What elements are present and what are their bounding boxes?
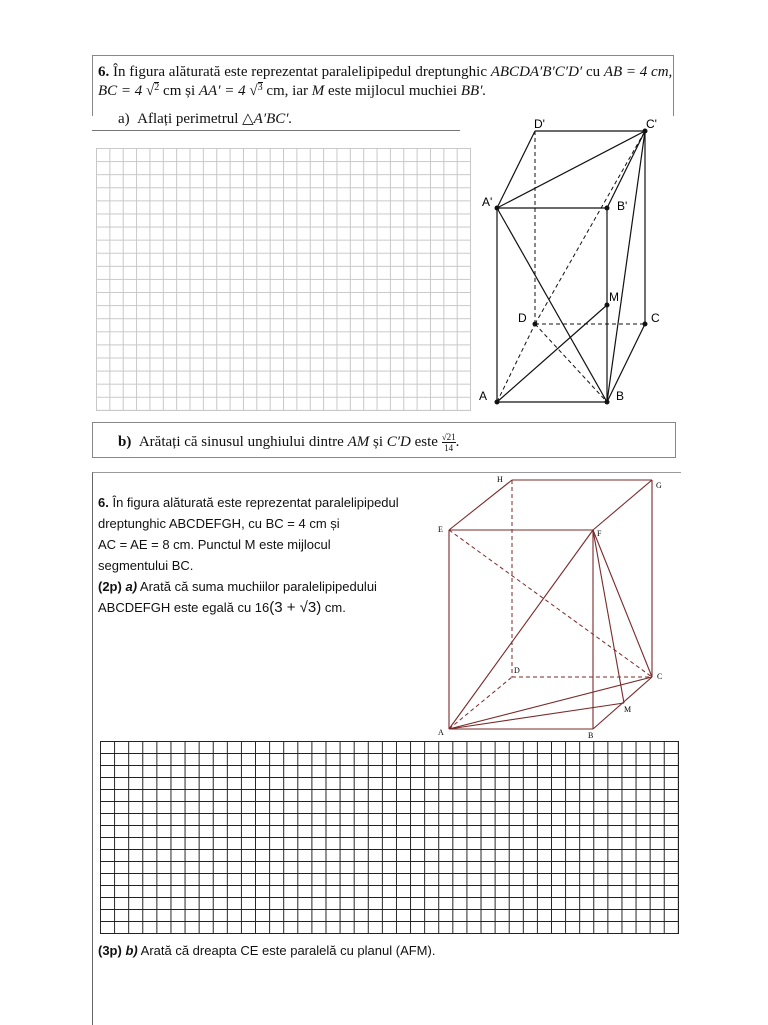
edge-eh	[449, 480, 512, 530]
edge-ad	[497, 324, 535, 402]
parallelepiped-figure-2	[430, 472, 680, 742]
problem1-line1	[98, 63, 672, 82]
part-b-si: și	[369, 433, 387, 450]
mijloc-text: este mijlocul muchiei	[324, 83, 461, 99]
problem1-part-b	[118, 432, 459, 453]
label-b: B	[616, 389, 625, 403]
problem1-with: cu	[582, 64, 604, 80]
part-b-text-2: Arată că dreapta CE este paralelă cu planul (AFM).	[137, 943, 436, 958]
problem2-line-2: dreptunghic ABCDEFGH, cu BC = 4 cm și	[98, 516, 340, 531]
label-d1: D'	[534, 117, 545, 131]
sum-expression: (3 + √3)	[269, 599, 322, 616]
label-f: F	[597, 529, 602, 538]
problem2-part-a-line2	[98, 597, 399, 618]
point-m: M	[311, 83, 325, 99]
parallelepiped-figure-1	[470, 110, 680, 420]
fraction-den: 14	[444, 443, 454, 453]
answer-grid-1[interactable]	[96, 148, 471, 411]
part-b-este: este	[410, 433, 442, 450]
sqrt3: 3	[257, 82, 263, 93]
part-a-label: a)	[118, 111, 130, 127]
label-a: A	[479, 389, 488, 403]
problem1-number: 6.	[98, 64, 110, 80]
label-d2: D	[514, 666, 520, 675]
sqrt2: 2	[154, 82, 160, 93]
part-b-end: .	[455, 433, 460, 450]
label-b2: B	[588, 731, 594, 740]
edge-bb: BB′.	[460, 83, 487, 99]
part-a-line2-text: ABCDEFGH este egală cu 16	[98, 600, 270, 615]
label-b1: B'	[617, 199, 628, 213]
problem1-divider	[92, 130, 460, 131]
part-a-text-2: Arată că suma muchiilor paralelipipedului	[137, 579, 377, 594]
segment-ec	[449, 530, 652, 677]
triangle-name: A′BC′.	[253, 111, 293, 127]
label-e: E	[438, 525, 443, 534]
segment-db	[535, 324, 607, 402]
edge-a1d1	[497, 131, 535, 208]
problem1-line2: BC = 4 √2 cm și AA′ = 4 √3 cm, iar M este mijlocul muchiei BB′.	[98, 82, 487, 99]
cm-si: cm și	[159, 83, 199, 99]
problem1-intro: În figura alăturată este reprezentat paralelipipedul dreptunghic	[113, 64, 491, 80]
part-a-text: Aflați perimetrul △	[137, 111, 254, 127]
segment-af	[449, 530, 593, 729]
problem2-part-b	[98, 941, 435, 960]
part-b-label: b)	[118, 433, 132, 450]
part-a-letter: a)	[125, 579, 138, 594]
prism-name: ABCDA′B′C′D′	[490, 64, 583, 80]
sine-fraction	[442, 432, 456, 453]
part-a-points: (2p)	[98, 579, 122, 594]
label-d: D	[518, 311, 527, 325]
label-a1: A'	[482, 195, 493, 209]
problem2-statement	[98, 492, 399, 618]
edge-fg	[593, 480, 652, 530]
label-c1: C'	[646, 117, 657, 131]
cm-iar: cm, iar	[262, 83, 312, 99]
label-c2: C	[657, 672, 663, 681]
aa-length: AA′ = 4	[198, 83, 250, 99]
problem2-line-4: segmentului BC.	[98, 558, 194, 573]
problem2-number: 6.	[98, 495, 109, 510]
fraction-num: √21	[441, 432, 456, 442]
segment-a1b	[497, 208, 607, 402]
problem2-line-3: AC = AE = 8 cm. Punctul M este mijlocul	[98, 537, 331, 552]
problem2-line-1	[98, 492, 399, 513]
problem1-part-a	[118, 110, 292, 129]
bc-length: BC = 4	[98, 83, 147, 99]
segment-am-name: AM	[347, 433, 370, 450]
label-m2: M	[624, 705, 632, 714]
problem2-part-a	[98, 576, 399, 597]
part-b-points: (3p)	[98, 943, 122, 958]
label-m: M	[609, 290, 619, 304]
label-h: H	[497, 475, 503, 484]
problem2-line-1-text: În figura alăturată este reprezentat paralelipipedul	[112, 495, 399, 510]
segment-fc	[593, 530, 652, 677]
answer-grid-2[interactable]	[100, 741, 679, 934]
part-b-text: Arătați că sinusul unghiului dintre	[138, 433, 348, 450]
segment-bc1	[607, 131, 645, 402]
segment-cd-name: C′D	[386, 433, 411, 450]
label-c: C	[651, 311, 660, 325]
label-a2: A	[438, 728, 444, 737]
part-a-unit: cm.	[321, 600, 346, 615]
part-b-letter-2: b)	[125, 943, 138, 958]
ab-length: AB = 4 cm,	[603, 64, 673, 80]
segment-am	[497, 305, 607, 402]
label-g: G	[656, 481, 662, 490]
